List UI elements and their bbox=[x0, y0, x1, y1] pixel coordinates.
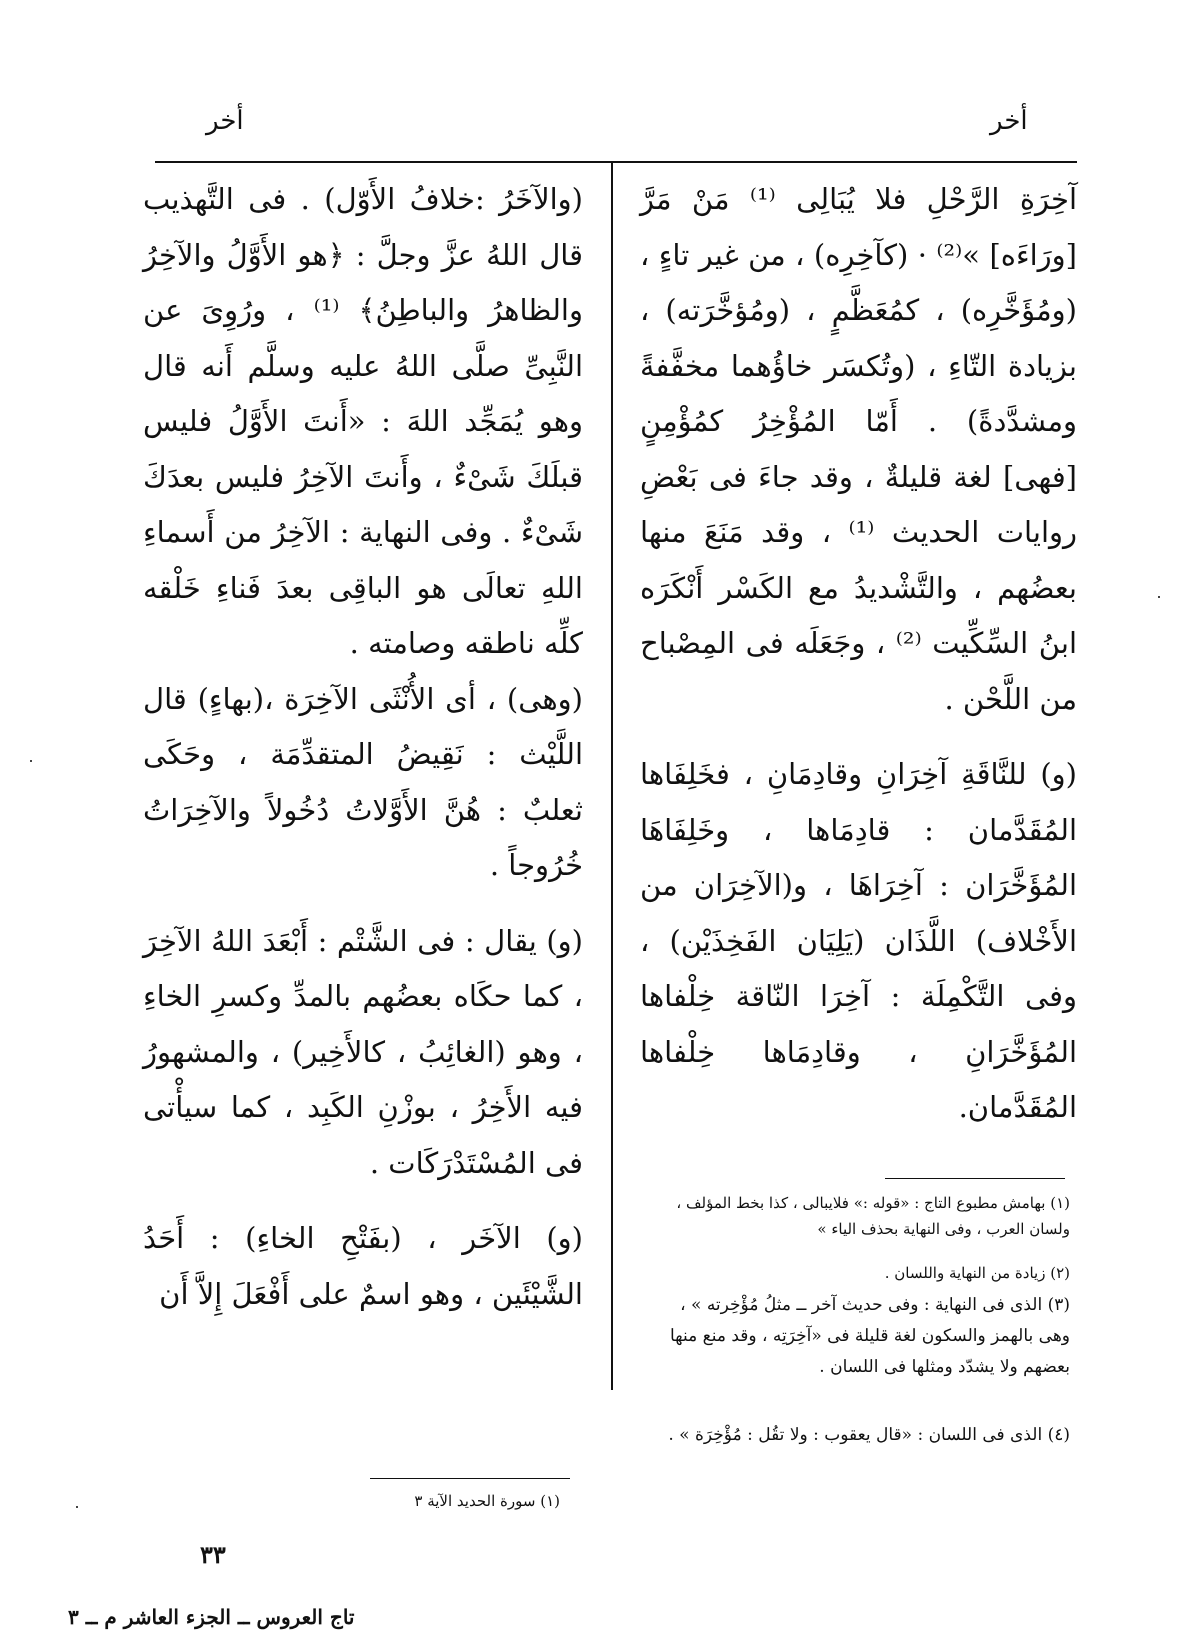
running-footer: تاج العروس ــ الجزء العاشر م ــ ٣ bbox=[68, 1605, 355, 1629]
paragraph: (و) يقال : فى الشَّتْم : أَبْعَدَ اللهُ الآخِرَ ، كما حكَاه بعضُهم بالمدِّ وكسرِ الخاءِ ، وهو (الغائِبُ ، كالأَخِير) ، والمشهورُ فيه الأَخِرُ ، بوزْنِ الكَبِد ، كما سيأْتى فى المُسْتَدْرَكَات . bbox=[143, 923, 583, 1180]
footnote: (٤) الذى فى اللسان : «قال يعقوب : ولا تقُل : مُؤْخِرَة » . bbox=[668, 1425, 1070, 1445]
scan-speck bbox=[30, 760, 32, 762]
page-number: ٣٣ bbox=[200, 1540, 226, 1569]
paragraph: (و) للنَّاقَةِ آخِرَانِ وقادِمَانِ ، فخَلِفَاها المُقَدَّمان : قادِمَاها ، وخَلِفَاهَا المُؤَخَّرَان : آخِرَاهَا ، و(الآخِرَان من الأَخْلاف) اللَّذَان (يَلِيَان الفَخِذَيْن) ، وفى التَّكْمِلَة : آخِرَا النّاقة خِلْفاها المُؤَخَّرَانِ ، وقادِمَاها خِلْفاها المُقَدَّمان. bbox=[640, 757, 1077, 1124]
paragraph: (والآخَرُ :خلافُ الأَوّل) . فى التَّهذيب قال اللهُ عزَّ وجلَّ : ﴿هو الأَوَّلُ والآخِرُ والظاهرُ والباطِنُ﴾ ⁽¹⁾ ، ورُوِىَ عن النَّبِىِّ صلَّى اللهُ عليه وسلَّم أَنه قال وهو يُمَجِّد اللهَ : «أَنتَ الأَوَّلُ فليس قبلَكَ شَىْءٌ ، وأَنتَ الآخِرُ فليس بعدَكَ شَىْءٌ . وفى النهاية : الآخِرُ من أَسماءِ اللهِ تعالَى هو الباقِى بعدَ فَناءِ خَلْقه كلِّه ناطقه وصامته . bbox=[143, 182, 583, 660]
paragraph: (و) الآخَر ، (بفَتْحِ الخاءِ) : أَحَدُ الشَّيْئَين ، وهو اسمٌ على أَفْعَلَ إِلاَّ أَن bbox=[143, 1221, 583, 1311]
footnote: (٣) الذى فى النهاية : وفى حديث آخر ــ مثلُ مُؤْخِرته » ، وهى بالهمز والسكون لغة قليلة فى «آخِرَتِه ، وقد منع منها بعضهم ولا يشدّد ومثلها فى اللسان . bbox=[669, 1295, 1070, 1377]
column-divider bbox=[611, 163, 613, 1390]
header-word-left: أخر bbox=[206, 106, 244, 136]
scan-speck bbox=[76, 1506, 78, 1508]
footnote: (٢) زيادة من النهاية واللسان . bbox=[884, 1264, 1070, 1282]
left-column bbox=[143, 172, 583, 1322]
footnote: (١) سورة الحديد الآية ٣ bbox=[414, 1492, 560, 1510]
paragraph: (وهى) ، أى الأُنْثَى الآخِرَة ،(بهاءٍ) قال اللَّيْث : نَقِيضُ المتقدِّمَة ، وحَكَى ثعلبٌ : هُنَّ الأَوَّلاتُ دُخُولاً والآخِرَاتُ خُرُوجاً . bbox=[143, 681, 583, 882]
footnote: (١) بهامش مطبوع التاج : «قوله :» فلايبالى ، كذا بخط المؤلف ، ولسان العرب ، وفى النهاية بحذف الياء » bbox=[676, 1194, 1070, 1238]
header-rule bbox=[155, 161, 1077, 163]
footnote-rule bbox=[370, 1478, 570, 1479]
header-word-right: أخر bbox=[990, 106, 1028, 136]
paragraph: آخِرَةِ الرَّحْلِ فلا يُبَالِى ⁽¹⁾ مَنْ مَرَّ [ورَاءَه] »⁽²⁾ · (كآخِرِه) ، من غير تاءٍ ، (ومُؤَخَّرِه) ، كمُعَظَّمٍ ، (ومُؤخَّرَته) ، بزيادة التّاءِ ، (وتُكسَر خاؤُهما مخفَّفةً ومشدَّدةً) . أَمّا المُؤْخِرُ كمُؤْمِنٍ [فهى] لغة قليلةٌ ، وقد جاءَ فى بَعْضِ روايات الحديث ⁽¹⁾ ، وقد مَنَعَ منها بعضُهم ، والتَّشْديدُ مع الكَسْر أَنْكَرَه ابنُ السِّكِّيت ⁽²⁾ ، وجَعَلَه فى المِصْباح من اللَّحْن . bbox=[640, 182, 1078, 716]
scan-speck bbox=[1158, 596, 1160, 598]
right-column bbox=[640, 172, 1077, 1136]
footnote-rule bbox=[885, 1178, 1065, 1179]
